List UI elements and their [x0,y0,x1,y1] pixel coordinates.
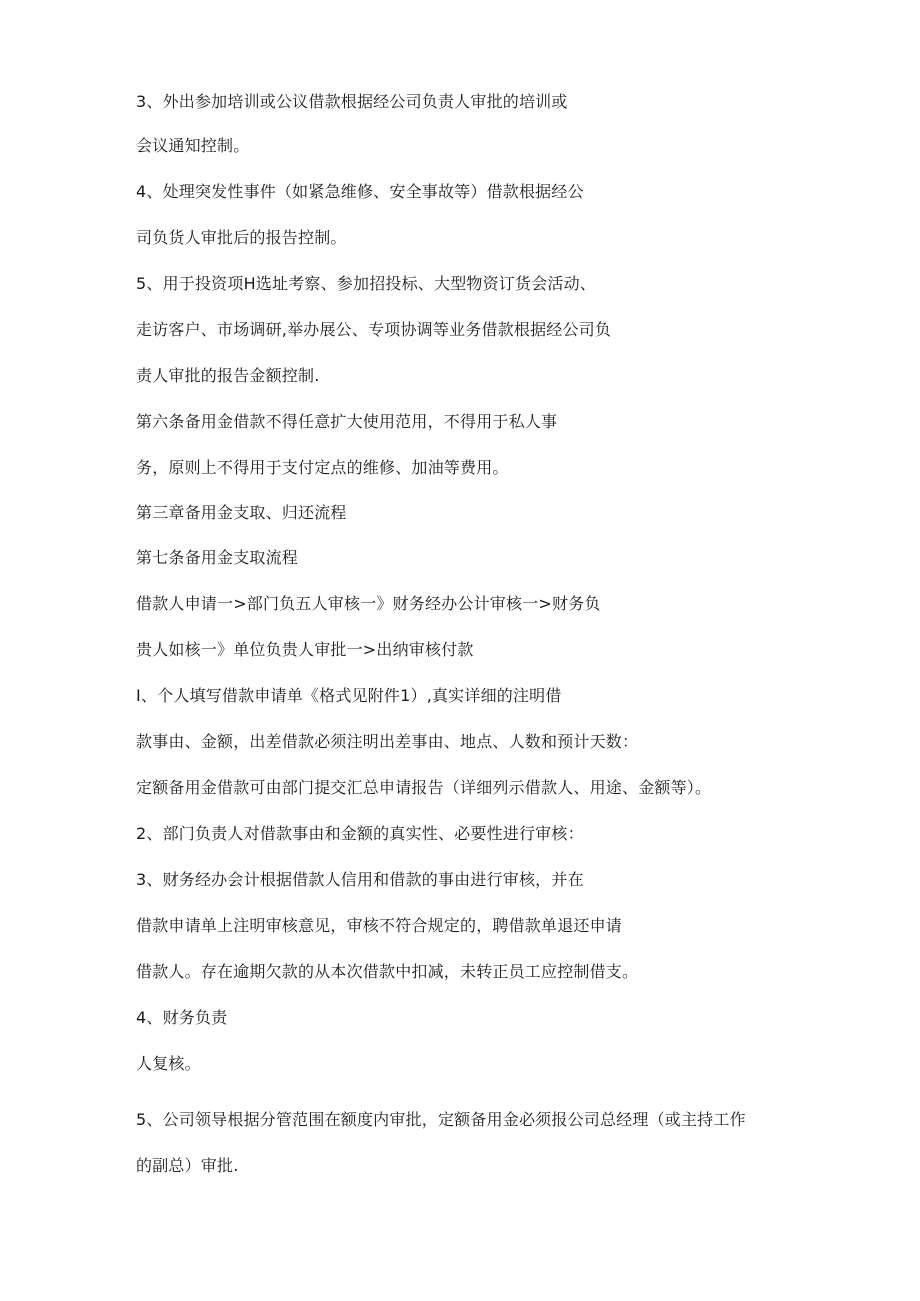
text-line: I、个人填写借款申请单《格式见附件1）,真实详细的注明借 [136,686,562,705]
article-heading: 第七条备用金支取流程 [136,548,299,567]
text-line: 走访客户、市场调研,举办展公、专项协调等业务借款根据经公司负 [136,320,612,339]
text-line: 会议通知控制。 [136,136,250,155]
text-line: 务，原则上不得用于支付定点的维修、加油等费用。 [136,458,509,477]
text-line: 定额备用金借款可由部门提交汇总申请报告（详细列示借款人、用途、金额等）。 [136,778,712,797]
text-line: 的副总）审批. [136,1156,239,1175]
chapter-heading: 第三章备用金支取、归还流程 [136,503,347,522]
text-line: 司负货人审批后的报告控制。 [136,228,347,247]
text-line: 借款人。存在逾期欠款的从本次借款中扣减，未转正员工应控制借支。 [136,962,639,981]
text-line: 2、部门负责人对借款事由和金额的真实性、必要性进行审核： [136,824,584,843]
text-line: 3、外出参加培训或公议借款根据经公司负责人审批的培训或 [136,92,568,111]
text-line: 5、用于投资项H选址考察、参加招投标、大型物资订货会活动、 [136,274,597,293]
text-line: 款事由、金额，出差借款必须注明出差事由、地点、人数和预计天数： [136,732,639,751]
text-line: 贵人如核一》单位负贵人审批一>出纳审核付款 [136,640,474,659]
text-line: 4、处理突发性事件（如紧急维修、安全事故等）借款根据经公 [136,182,584,201]
text-line: 责人审批的报告金额控制. [136,366,320,385]
text-line: 5、公司领导根据分管范围在额度内审批，定额备用金必须报公司总经理（或主持工作 [136,1110,746,1129]
text-line: 借款申请单上注明审核意见，审核不符合规定的，聘借款单退还申请 [136,916,623,935]
text-line: 第六条备用金借款不得任意扩大使用范用，不得用于私人事 [136,412,558,431]
text-line: 人复核。 [136,1054,201,1073]
text-line: 4、财务负责 [136,1008,228,1027]
text-line: 3、财务经办会计根据借款人信用和借款的事由进行审核，并在 [136,870,584,889]
text-line: 借款人申请一>部门负五人审核一》财务经办公计审核一>财务负 [136,594,601,613]
